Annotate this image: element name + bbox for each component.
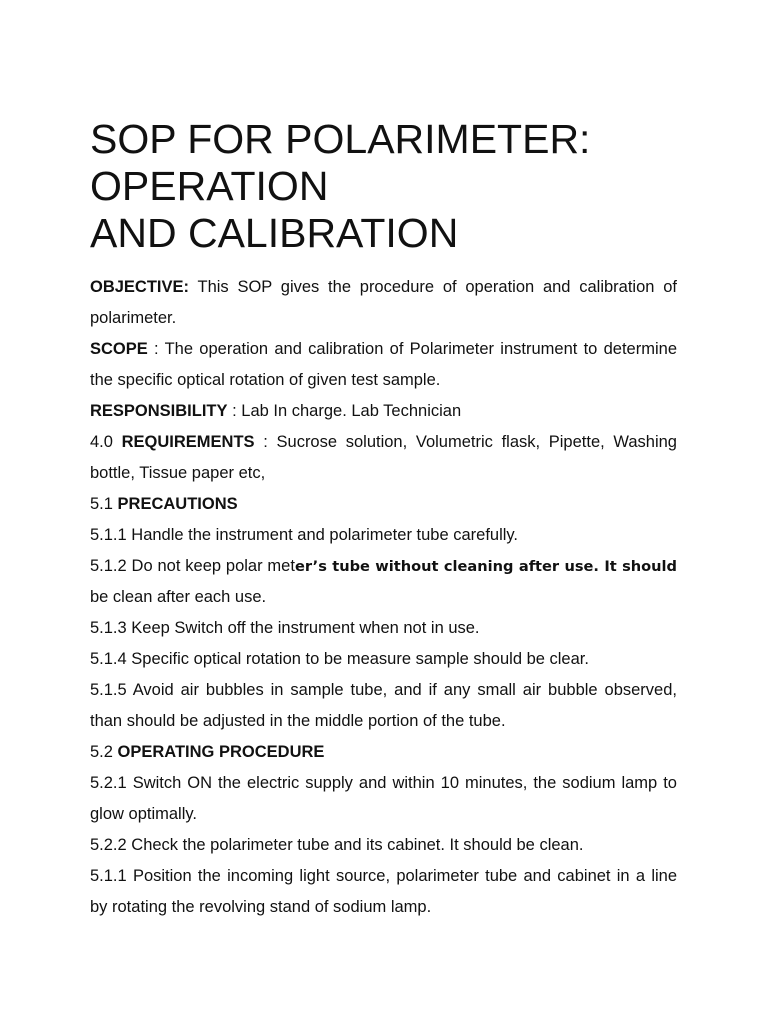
scope-paragraph: [90, 334, 677, 396]
responsibility-text: : Lab In charge. Lab Technician: [227, 402, 462, 420]
precaution-item-3: 5.1.3 Keep Switch off the instrument when not in use.: [90, 619, 480, 637]
precaution-item-5: 5.1.5 Avoid air bubbles in sample tube, and if any small air bubble observed, than should be adjusted in the middle portion of the tube.: [90, 681, 677, 730]
precaution-item-2: [90, 551, 677, 613]
requirements-number: 4.0: [90, 433, 122, 451]
precautions-heading: [90, 489, 677, 520]
responsibility-paragraph: [90, 396, 677, 427]
requirements-label: REQUIREMENTS: [121, 433, 255, 451]
document-title: [90, 116, 690, 257]
procedure-item-1: 5.2.1 Switch ON the electric supply and within 10 minutes, the sodium lamp to glow optimally.: [90, 774, 677, 823]
precautions-label: PRECAUTIONS: [117, 495, 238, 513]
responsibility-label: RESPONSIBILITY: [90, 402, 228, 420]
title-line-1: SOP FOR POLARIMETER:: [90, 116, 591, 162]
objective-text: This SOP gives the procedure of operation and calibration of polarimeter.: [90, 278, 677, 327]
operating-procedure-heading: [90, 737, 677, 768]
precautions-number: 5.1: [90, 495, 118, 513]
precaution-item-4: 5.1.4 Specific optical rotation to be measure sample should be clear.: [90, 650, 589, 668]
objective-label: OBJECTIVE:: [90, 278, 190, 296]
operating-procedure-label: OPERATING PROCEDURE: [117, 743, 325, 761]
title-line-2: OPERATION: [90, 163, 329, 209]
scope-label: SCOPE: [90, 340, 148, 358]
procedure-item-3: 5.1.1 Position the incoming light source, polarimeter tube and cabinet in a line by rotating the revolving stand of sodium lamp.: [90, 867, 677, 916]
requirements-paragraph: [90, 427, 677, 489]
precaution-item-2-start: 5.1.2 Do not keep polar met: [90, 557, 295, 575]
precaution-item-2-end: be clean after each use.: [90, 588, 267, 606]
precaution-item-1: 5.1.1 Handle the instrument and polarimeter tube carefully.: [90, 526, 519, 544]
scope-text: : The operation and calibration of Polarimeter instrument to determine the specific optical rotation of given test sample.: [90, 340, 677, 389]
document-body: [90, 272, 677, 923]
operating-procedure-number: 5.2: [90, 743, 118, 761]
title-line-3: AND CALIBRATION: [90, 210, 459, 256]
requirements-text: : Sucrose solution, Volumetric flask, Pipette, Washing bottle, Tissue paper etc,: [90, 433, 677, 482]
objective-paragraph: [90, 272, 677, 334]
precaution-item-2-bold: er’s tube without cleaning after use. It should: [294, 558, 678, 575]
procedure-item-2: 5.2.2 Check the polarimeter tube and its cabinet. It should be clean.: [90, 836, 584, 854]
